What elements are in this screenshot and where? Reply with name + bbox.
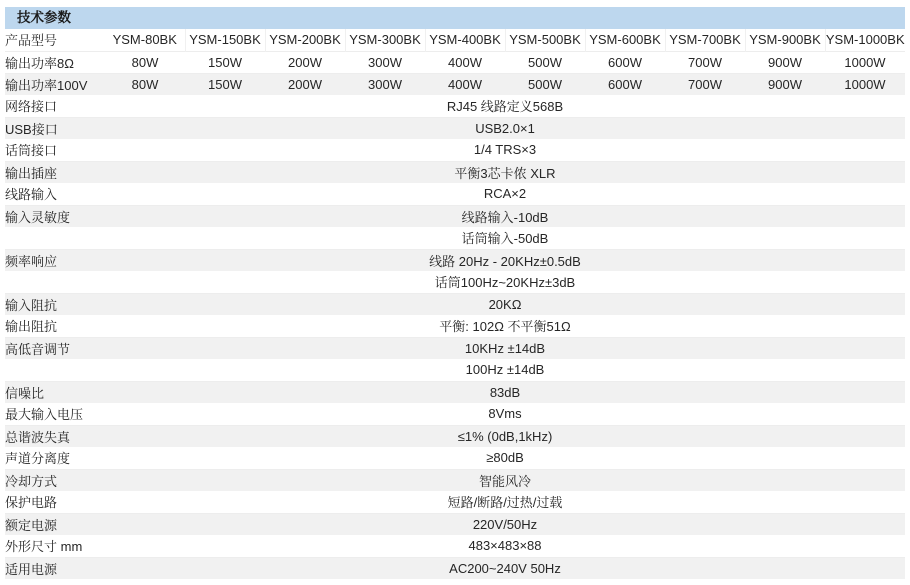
row-label: 输出功率8Ω (5, 55, 74, 71)
spec-value: 平衡3芯卡侬 XLR (454, 165, 556, 181)
model-cell: YSM-400BK (425, 29, 505, 51)
row-label: 话筒接口 (5, 143, 58, 159)
power-row-8ohm (5, 51, 905, 73)
spec-row-rated-power (5, 513, 905, 535)
model-cell: YSM-900BK (745, 29, 825, 51)
power-cell: 600W (608, 54, 642, 70)
row-label: 网络接口 (5, 99, 58, 115)
spec-panel (5, 7, 905, 579)
row-label (5, 271, 105, 293)
spec-value: 220V/50Hz (472, 516, 538, 532)
spec-value: RJ45 线路定义568B (446, 99, 564, 115)
spec-row-supply-voltage (5, 557, 905, 579)
power-row-100v (5, 73, 905, 95)
power-cell: 150W (208, 54, 242, 70)
spec-value: 83dB (489, 384, 521, 400)
row-label: 输入灵敏度 (5, 209, 71, 225)
row-label: 输出插座 (5, 165, 58, 181)
power-cell: 400W (448, 54, 482, 70)
model-cell: YSM-1000BK (825, 29, 905, 51)
power-cell: 1000W (844, 76, 886, 92)
spec-value: USB2.0×1 (475, 120, 535, 136)
spec-value: 智能风冷 (478, 473, 531, 489)
spec-row-input-impedance (5, 293, 905, 315)
power-cell: 500W (528, 76, 562, 92)
spec-value: AC200~240V 50Hz (449, 560, 561, 576)
spec-row-output-impedance (5, 315, 905, 337)
spec-row-output-socket (5, 161, 905, 183)
spec-value: RCA×2 (483, 186, 527, 202)
model-cell: YSM-80BK (112, 32, 177, 48)
spec-row-protection (5, 491, 905, 513)
power-cell: 300W (368, 54, 402, 70)
power-cell: 900W (768, 76, 802, 92)
spec-value: 483×483×88 (468, 538, 542, 554)
power-cell: 600W (608, 76, 642, 92)
model-cell: YSM-150BK (185, 29, 265, 51)
row-label: 声道分离度 (5, 451, 71, 467)
power-cell: 80W (131, 76, 159, 92)
spec-value: 20KΩ (488, 296, 522, 312)
spec-row-network (5, 95, 905, 117)
row-label: 输出功率100V (5, 77, 88, 93)
power-cell: 500W (528, 54, 562, 70)
spec-value: 平衡: 102Ω 不平衡51Ω (439, 319, 571, 335)
spec-row-line-input (5, 183, 905, 205)
table-header-bar (5, 7, 905, 29)
spec-value: 8Vms (488, 406, 522, 422)
model-cell: YSM-500BK (505, 29, 585, 51)
row-label: 高低音调节 (5, 341, 71, 357)
row-label: 最大输入电压 (5, 407, 84, 423)
model-cell: YSM-700BK (665, 29, 745, 51)
power-cell: 1000W (844, 54, 886, 70)
spec-value: 短路/断路/过热/过载 (447, 495, 563, 511)
spec-row-snr (5, 381, 905, 403)
spec-row-dimensions (5, 535, 905, 557)
row-label: 输出阻抗 (5, 319, 58, 335)
spec-value: 线路 20Hz - 20KHz±0.5dB (429, 253, 581, 269)
power-cell: 900W (768, 54, 802, 70)
row-label: 频率响应 (5, 253, 58, 269)
row-label: 输入阻抗 (5, 297, 58, 313)
row-label: USB接口 (5, 121, 58, 137)
row-label: 总谐波失真 (5, 429, 71, 445)
spec-row-tone-control-2 (5, 359, 905, 381)
power-cell: 700W (688, 76, 722, 92)
spec-value: 线路输入-10dB (461, 209, 549, 225)
spec-row-cooling (5, 469, 905, 491)
row-label (5, 359, 105, 381)
row-label (5, 227, 105, 249)
table-title: 技术参数 (17, 10, 71, 25)
row-label: 保护电路 (5, 495, 58, 511)
spec-table (5, 29, 905, 579)
spec-row-frequency-response (5, 249, 905, 271)
spec-row-usb (5, 117, 905, 139)
spec-row-max-input-voltage (5, 403, 905, 425)
power-cell: 80W (131, 54, 159, 70)
spec-row-input-sensitivity-2 (5, 227, 905, 249)
row-label: 外形尺寸 mm (5, 539, 83, 555)
spec-value: 1/4 TRS×3 (473, 142, 537, 158)
spec-value: 话筒输入-50dB (461, 231, 549, 247)
spec-row-mic-input (5, 139, 905, 161)
power-cell: 700W (688, 54, 722, 70)
spec-value: 100Hz ±14dB (465, 362, 545, 378)
power-cell: 200W (288, 76, 322, 92)
row-label: 信噪比 (5, 385, 45, 401)
spec-row-channel-separation (5, 447, 905, 469)
row-label: 线路输入 (5, 187, 58, 203)
row-label: 冷却方式 (5, 473, 58, 489)
model-cell: YSM-600BK (585, 29, 665, 51)
spec-row-input-sensitivity (5, 205, 905, 227)
model-cell: YSM-200BK (265, 29, 345, 51)
spec-value: 话筒100Hz~20KHz±3dB (434, 275, 576, 291)
power-cell: 300W (368, 76, 402, 92)
row-label: 额定电源 (5, 517, 58, 533)
spec-value: 10KHz ±14dB (464, 340, 546, 356)
model-cell: YSM-300BK (345, 29, 425, 51)
spec-value: ≤1% (0dB,1kHz) (457, 428, 553, 444)
power-cell: 150W (208, 76, 242, 92)
spec-row-tone-control (5, 337, 905, 359)
power-cell: 400W (448, 76, 482, 92)
row-label: 适用电源 (5, 561, 58, 577)
power-cell: 200W (288, 54, 322, 70)
model-row (5, 29, 905, 51)
row-label: 产品型号 (5, 33, 58, 49)
spec-value: ≥80dB (486, 450, 524, 466)
spec-row-thd (5, 425, 905, 447)
spec-row-frequency-response-2 (5, 271, 905, 293)
